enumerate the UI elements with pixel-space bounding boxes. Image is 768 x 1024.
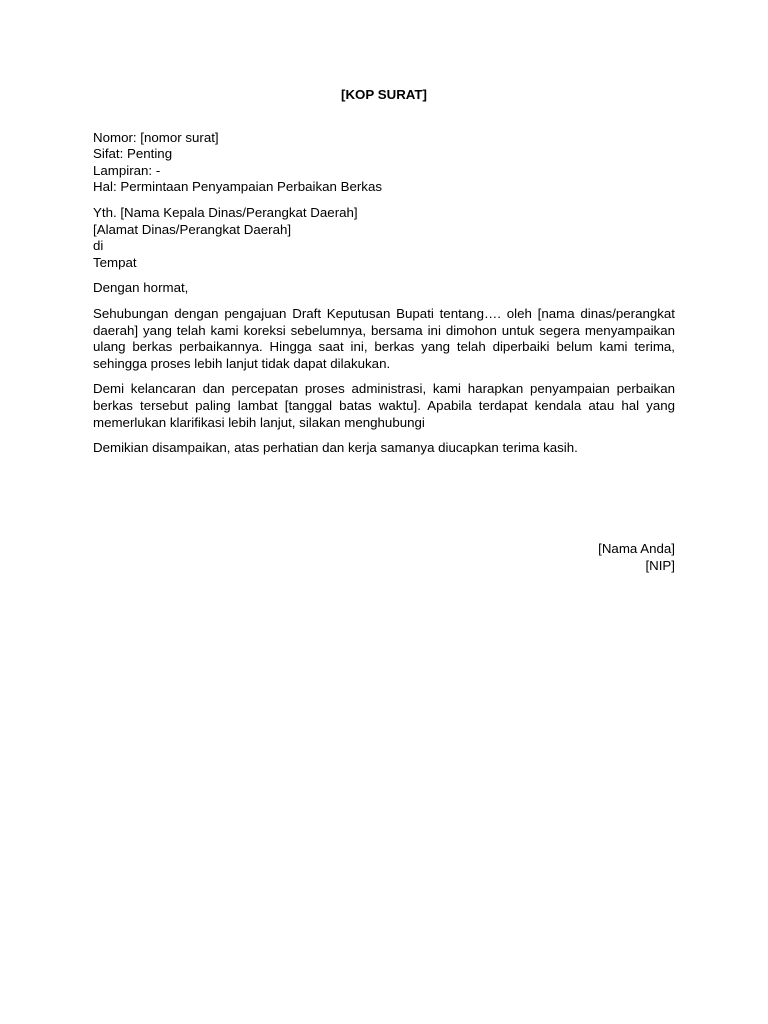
body-paragraph: Sehubungan dengan pengajuan Draft Keputusan Bupati tentang…. oleh [nama dinas/perangkat daerah] yang telah kami koreksi sebelumnya, bersama ini dimohon untuk segera menyampaikan ulang berkas perbaikannya. Hingga saat ini, berkas yang telah diperbaiki belum kami terima, sehingga proses lebih lanjut tidak dapat dilakukan. bbox=[93, 305, 675, 371]
closing-paragraph: Demikian disampaikan, atas perhatian dan kerja samanya diucapkan terima kasih. bbox=[93, 440, 578, 456]
letter-number: Nomor: [nomor surat] bbox=[93, 129, 219, 145]
signer-nip: [NIP] bbox=[645, 557, 675, 573]
letter-body bbox=[93, 87, 675, 457]
recipient-block bbox=[93, 205, 675, 271]
recipient-place: Tempat bbox=[93, 254, 137, 270]
letter-subject: Hal: Permintaan Penyampaian Perbaikan Berkas bbox=[93, 179, 382, 195]
letter-meta bbox=[93, 130, 675, 196]
letterhead-placeholder: [KOP SURAT] bbox=[341, 87, 427, 102]
body-paragraph: Demi kelancaran dan percepatan proses administrasi, kami harapkan penyampaian perbaikan berkas tersebut paling lambat [tanggal batas waktu]. Apabila terdapat kendala atau hal yang memerlukan klarifikasi lebih lanjut, silakan menghubungi bbox=[93, 381, 675, 430]
recipient-name: Yth. [Nama Kepala Dinas/Perangkat Daerah] bbox=[93, 204, 358, 220]
salutation: Dengan hormat, bbox=[93, 280, 189, 296]
recipient-address: [Alamat Dinas/Perangkat Daerah] bbox=[93, 221, 292, 237]
signature-block bbox=[598, 541, 675, 574]
letter-nature: Sifat: Penting bbox=[93, 146, 173, 162]
recipient-di: di bbox=[93, 238, 104, 254]
letter-attachment: Lampiran: - bbox=[93, 162, 161, 178]
signer-name: [Nama Anda] bbox=[598, 541, 675, 556]
